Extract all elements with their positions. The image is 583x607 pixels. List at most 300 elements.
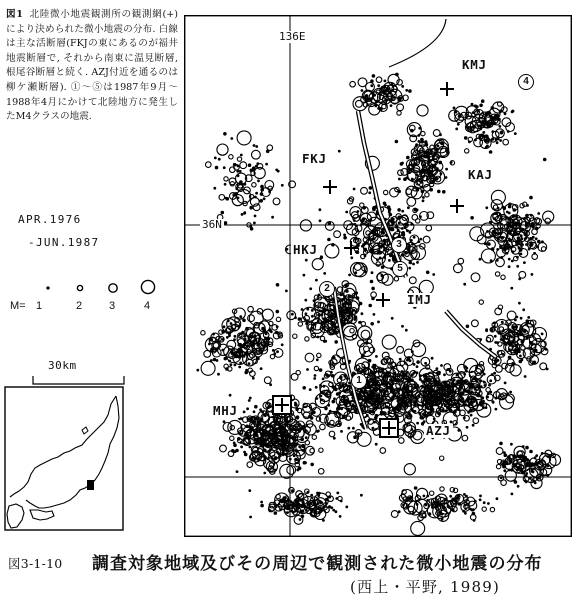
earthquake-symbol <box>378 252 381 255</box>
earthquake-symbol <box>316 492 319 495</box>
earthquake-symbol <box>370 322 374 326</box>
earthquake-symbol <box>472 424 475 427</box>
earthquake-symbol <box>239 354 242 357</box>
earthquake-symbol <box>331 243 335 247</box>
earthquake-symbol <box>259 408 262 411</box>
earthquake-symbol <box>302 501 305 504</box>
earthquake-symbol <box>278 443 281 446</box>
station-label-mhj: MHJ <box>213 403 238 418</box>
earthquake-symbol <box>521 340 525 344</box>
earthquake-symbol <box>291 489 294 492</box>
earthquake-symbol <box>479 495 482 498</box>
earthquake-symbol <box>356 296 360 300</box>
earthquake-symbol <box>323 340 326 343</box>
earthquake-symbol <box>259 199 263 203</box>
earthquake-symbol <box>368 304 372 308</box>
earthquake-symbol <box>497 359 500 362</box>
earthquake-symbol <box>401 227 404 230</box>
earthquake-symbol <box>237 437 241 441</box>
earthquake-symbol <box>497 118 501 122</box>
earthquake-symbol <box>253 410 256 413</box>
inset-study-area-marker <box>87 480 94 490</box>
earthquake-symbol <box>469 128 473 132</box>
earthquake-symbol <box>345 399 348 402</box>
earthquake-symbol <box>431 357 434 360</box>
earthquake-symbol <box>273 352 276 355</box>
earthquake-symbol <box>332 400 336 404</box>
earthquake-symbol <box>414 410 417 413</box>
earthquake-symbol <box>317 430 320 433</box>
earthquake-symbol <box>515 215 518 218</box>
earthquake-symbol <box>377 376 380 379</box>
earthquake-symbol <box>501 321 504 324</box>
earthquake-symbol <box>254 196 257 199</box>
earthquake-symbol <box>223 166 226 169</box>
earthquake-symbol <box>490 328 494 332</box>
earthquake-symbol <box>275 169 278 172</box>
earthquake-symbol <box>267 457 270 460</box>
earthquake-symbol <box>510 287 513 290</box>
earthquake-symbol <box>437 371 441 375</box>
station-label-hkj: HKJ <box>293 242 318 257</box>
earthquake-symbol <box>449 370 452 373</box>
earthquake-symbol <box>428 512 432 516</box>
earthquake-symbol <box>225 197 228 200</box>
earthquake-symbol <box>240 154 243 157</box>
earthquake-symbol <box>322 391 325 394</box>
earthquake-symbol <box>319 219 322 222</box>
earthquake-symbol <box>519 329 523 333</box>
earthquake-symbol <box>423 495 426 498</box>
earthquake-symbol <box>438 380 441 383</box>
earthquake-symbol <box>263 472 266 475</box>
earthquake-symbol <box>400 162 404 166</box>
earthquake-symbol <box>319 384 322 387</box>
earthquake-symbol <box>213 358 217 362</box>
magnitude-symbols <box>8 278 178 300</box>
earthquake-symbol <box>499 442 503 446</box>
earthquake-symbol <box>431 180 435 184</box>
earthquake-symbol <box>451 498 454 501</box>
earthquake-symbol <box>445 168 448 171</box>
earthquake-symbol <box>516 265 519 268</box>
figure-caption <box>6 8 178 125</box>
earthquake-symbol <box>260 501 263 504</box>
earthquake-symbol <box>511 111 514 114</box>
earthquake-symbol <box>403 177 407 181</box>
inset-kyushu-outline <box>7 504 24 528</box>
earthquake-symbol <box>398 510 401 513</box>
earthquake-symbol <box>268 328 272 332</box>
earthquake-symbol <box>490 259 493 262</box>
earthquake-symbol <box>497 232 500 235</box>
earthquake-symbol <box>298 317 302 321</box>
earthquake-symbol <box>399 97 402 100</box>
earthquake-symbol <box>375 443 378 446</box>
earthquake-symbol <box>533 361 537 365</box>
earthquake-symbol <box>506 252 509 255</box>
earthquake-symbol <box>416 365 419 368</box>
earthquake-symbol <box>465 367 468 370</box>
earthquake-symbol <box>329 304 332 307</box>
earthquake-symbol <box>479 338 482 341</box>
earthquake-symbol <box>510 443 513 446</box>
earthquake-symbol <box>215 166 219 170</box>
earthquake-symbol <box>406 423 409 426</box>
earthquake-symbol <box>401 325 404 328</box>
earthquake-symbol <box>255 192 258 195</box>
earthquake-symbol <box>276 283 280 287</box>
earthquake-symbol <box>295 449 299 453</box>
earthquake-symbol <box>464 136 468 140</box>
earthquake-symbol <box>479 258 482 261</box>
earthquake-symbol <box>470 216 474 220</box>
earthquake-symbol <box>481 99 485 103</box>
earthquake-symbol <box>345 506 348 509</box>
earthquake-symbol <box>369 186 373 190</box>
earthquake-symbol <box>417 240 420 243</box>
earthquake-symbol <box>236 470 239 473</box>
earthquake-symbol <box>320 255 324 259</box>
earthquake-symbol <box>485 206 488 209</box>
earthquake-symbol <box>547 474 550 477</box>
earthquake-symbol <box>234 450 237 453</box>
magnitude-value-2: 2 <box>76 300 83 312</box>
earthquake-symbol <box>442 408 445 411</box>
earthquake-symbol <box>426 271 430 275</box>
earthquake-symbol <box>510 230 513 233</box>
earthquake-symbol <box>466 325 470 329</box>
earthquake-symbol <box>389 213 393 217</box>
earthquake-symbol <box>385 372 388 375</box>
legend-column <box>0 0 185 540</box>
earthquake-symbol <box>279 508 282 511</box>
earthquake-symbol <box>252 456 256 460</box>
earthquake-symbol <box>511 493 514 496</box>
earthquake-symbol <box>483 501 486 504</box>
earthquake-symbol <box>223 325 226 328</box>
earthquake-symbol <box>424 362 427 365</box>
earthquake-symbol <box>432 273 435 276</box>
earthquake-symbol <box>414 486 418 490</box>
earthquake-symbol <box>496 141 499 144</box>
earthquake-symbol <box>525 322 528 325</box>
earthquake-symbol <box>455 128 458 131</box>
earthquake-symbol <box>530 214 533 217</box>
earthquake-symbol <box>416 261 419 264</box>
earthquake-symbol <box>261 327 265 331</box>
earthquake-symbol <box>315 279 318 282</box>
earthquake-symbol <box>339 515 342 518</box>
earthquake-symbol <box>390 104 393 107</box>
earthquake-symbol <box>375 414 379 418</box>
earthquake-symbol <box>295 501 298 504</box>
earthquake-symbol <box>276 451 279 454</box>
bottom-figure-title: 調査対象地域及びその周辺で観測された微小地震の分布 <box>92 554 543 574</box>
earthquake-symbol <box>241 213 244 216</box>
earthquake-symbol <box>491 138 494 141</box>
earthquake-symbol <box>447 505 450 508</box>
earthquake-symbol <box>463 493 466 496</box>
earthquake-symbol <box>543 158 547 162</box>
earthquake-symbol <box>526 463 529 466</box>
earthquake-symbol <box>230 322 233 325</box>
earthquake-symbol <box>433 501 436 504</box>
earthquake-symbol <box>487 242 491 246</box>
earthquake-symbol <box>260 418 264 422</box>
earthquake-symbol <box>469 402 473 406</box>
earthquake-symbol <box>213 187 216 190</box>
earthquake-symbol <box>239 315 242 318</box>
earthquake-symbol <box>383 202 387 206</box>
earthquake-symbol <box>527 316 530 319</box>
earthquake-symbol <box>338 405 341 408</box>
earthquake-symbol <box>495 408 498 411</box>
earthquake-symbol <box>364 248 368 252</box>
earthquake-symbol <box>518 302 521 305</box>
inset-honshu-outline <box>10 396 119 508</box>
earthquake-symbol <box>530 242 533 245</box>
earthquake-symbol <box>264 337 267 340</box>
earthquake-symbol <box>486 124 489 127</box>
earthquake-symbol <box>519 355 522 358</box>
earthquake-symbol <box>445 409 448 412</box>
earthquake-symbol <box>241 417 244 420</box>
earthquake-symbol <box>249 206 253 210</box>
magnitude-1-symbol <box>46 286 49 289</box>
earthquake-symbol <box>323 385 326 388</box>
earthquake-symbol <box>405 89 408 92</box>
earthquake-symbol <box>357 432 360 435</box>
earthquake-symbol <box>500 130 503 133</box>
earthquake-symbol <box>535 237 538 240</box>
earthquake-symbol <box>367 399 370 402</box>
earthquake-symbol <box>243 451 246 454</box>
earthquake-symbol <box>228 360 231 363</box>
earthquake-symbol <box>254 215 257 218</box>
earthquake-symbol <box>515 326 518 329</box>
earthquake-symbol <box>249 516 252 519</box>
earthquake-symbol <box>286 449 289 452</box>
earthquake-symbol <box>443 507 446 510</box>
earthquake-symbol <box>318 309 321 312</box>
earthquake-symbol <box>489 150 493 154</box>
earthquake-symbol <box>255 145 258 148</box>
earthquake-symbol <box>303 444 306 447</box>
earthquake-symbol <box>345 389 348 392</box>
earthquake-symbol <box>298 430 301 433</box>
earthquake-symbol <box>437 190 441 194</box>
earthquake-symbol <box>499 139 502 142</box>
earthquake-symbol <box>395 140 399 144</box>
earthquake-symbol <box>370 248 373 251</box>
earthquake-symbol <box>392 218 395 221</box>
earthquake-symbol <box>342 395 346 399</box>
earthquake-symbol <box>397 404 400 407</box>
earthquake-symbol <box>429 188 433 192</box>
earthquake-symbol <box>300 438 304 442</box>
earthquake-symbol <box>514 344 518 348</box>
earthquake-symbol <box>535 227 539 231</box>
earthquake-symbol <box>375 355 378 358</box>
earthquake-symbol <box>333 397 336 400</box>
earthquake-symbol <box>541 333 544 336</box>
earthquake-symbol <box>466 426 469 429</box>
figure-caption-text: 北陸微小地震観測所の観測網(+)により決められた微小地震の分布. 白線は主な活断層(FKJの東にあるのが福井地震断層で, それから南東に温見断層, 根尾谷断層と続く. AZJ付近を通るのは柳ケ瀬断層). ①～⑤は1987年9月～1988年4月にかけて北陸地方に発生したM4クラスの地震. <box>6 9 178 123</box>
earthquake-symbol <box>269 509 272 512</box>
earthquake-symbol <box>248 163 252 167</box>
magnitude-prefix: M= <box>10 300 26 312</box>
earthquake-symbol <box>240 446 243 449</box>
earthquake-symbol <box>515 332 518 335</box>
earthquake-symbol <box>224 183 227 186</box>
earthquake-symbol <box>440 364 443 367</box>
earthquake-symbol <box>322 378 325 381</box>
earthquake-symbol <box>436 411 439 414</box>
earthquake-symbol <box>305 436 308 439</box>
earthquake-symbol <box>515 348 518 351</box>
earthquake-symbol <box>407 248 411 252</box>
earthquake-symbol <box>253 222 256 225</box>
earthquake-symbol <box>411 243 414 246</box>
earthquake-symbol <box>371 287 375 291</box>
earthquake-symbol <box>496 497 499 500</box>
earthquake-symbol <box>418 134 421 137</box>
earthquake-symbol <box>373 94 376 97</box>
station-label-fkj: FKJ <box>302 151 327 166</box>
earthquake-symbol <box>379 107 382 110</box>
earthquake-symbol <box>242 319 246 323</box>
earthquake-symbol <box>411 350 414 353</box>
earthquake-symbol <box>306 368 309 371</box>
earthquake-symbol <box>196 369 199 372</box>
earthquake-symbol <box>485 112 489 116</box>
earthquake-symbol <box>419 238 422 241</box>
earthquake-symbol <box>526 319 530 323</box>
earthquake-symbol <box>255 434 259 438</box>
earthquake-symbol <box>399 358 402 361</box>
earthquake-symbol <box>416 360 420 364</box>
earthquake-symbol <box>232 193 236 197</box>
earthquake-symbol <box>361 89 364 92</box>
earthquake-symbol <box>248 489 251 492</box>
earthquake-symbol <box>368 359 372 363</box>
earthquake-symbol <box>508 205 512 209</box>
earthquake-symbol <box>546 464 550 468</box>
earthquake-symbol <box>508 258 511 261</box>
earthquake-symbol <box>467 411 470 414</box>
station-cross-kaj <box>450 199 464 213</box>
earthquake-symbol <box>316 336 319 339</box>
earthquake-symbol <box>410 378 414 382</box>
earthquake-symbol <box>286 511 289 514</box>
magnitude-4-symbol <box>141 280 154 293</box>
earthquake-symbol <box>343 236 347 240</box>
earthquake-symbol <box>422 199 425 202</box>
earthquake-symbol <box>312 411 316 415</box>
earthquake-symbol <box>221 211 225 215</box>
earthquake-symbol <box>347 408 350 411</box>
bottom-figure-number: 図3-1-10 <box>8 556 63 571</box>
earthquake-symbol <box>269 383 272 386</box>
earthquake-symbol <box>303 505 307 509</box>
earthquake-symbol <box>311 315 314 318</box>
earthquake-symbol <box>499 125 502 128</box>
earthquake-symbol <box>517 485 520 488</box>
earthquake-symbol <box>373 313 376 316</box>
earthquake-symbol <box>500 256 503 259</box>
earthquake-symbol <box>436 383 439 386</box>
earthquake-symbol <box>509 334 512 337</box>
earthquake-symbol <box>476 110 479 113</box>
earthquake-symbol <box>343 415 346 418</box>
earthquake-symbol <box>464 512 467 515</box>
earthquake-symbol <box>419 152 422 155</box>
earthquake-symbol <box>413 404 417 408</box>
earthquake-symbol <box>210 359 213 362</box>
earthquake-symbol <box>538 466 541 469</box>
earthquake-symbol <box>519 360 523 364</box>
earthquake-symbol <box>529 450 533 454</box>
earthquake-symbol <box>401 374 405 378</box>
earthquake-symbol <box>268 435 271 438</box>
earthquake-symbol <box>410 395 413 398</box>
earthquake-symbol <box>296 415 300 419</box>
earthquake-symbol <box>523 217 526 220</box>
earthquake-symbol <box>238 351 241 354</box>
earthquake-symbol <box>332 509 335 512</box>
earthquake-symbol <box>225 367 229 371</box>
earthquake-symbol <box>230 137 233 140</box>
earthquake-symbol <box>496 341 499 344</box>
earthquake-symbol <box>304 299 307 302</box>
earthquake-symbol <box>297 459 300 462</box>
earthquake-symbol <box>313 377 316 380</box>
earthquake-symbol <box>388 259 391 262</box>
earthquake-symbol <box>514 132 517 135</box>
earthquake-symbol <box>526 337 529 340</box>
earthquake-symbol <box>473 519 476 522</box>
earthquake-symbol <box>246 407 249 410</box>
earthquake-symbol <box>336 407 340 411</box>
earthquake-symbol <box>327 422 331 426</box>
earthquake-symbol <box>361 312 364 315</box>
earthquake-symbol <box>274 511 278 515</box>
earthquake-symbol <box>516 469 519 472</box>
earthquake-symbol <box>377 321 380 324</box>
earthquake-symbol <box>407 206 410 209</box>
earthquake-symbol <box>369 219 372 222</box>
earthquake-symbol <box>236 170 239 173</box>
earthquake-symbol <box>309 388 312 391</box>
earthquake-symbol <box>260 185 264 189</box>
station-label-imj: IMJ <box>407 292 432 307</box>
earthquake-symbol <box>511 260 514 263</box>
inset-locator-map <box>0 370 180 535</box>
station-cross-hkj <box>344 241 358 255</box>
earthquake-symbol <box>449 495 452 498</box>
earthquake-symbol <box>293 454 296 457</box>
earthquake-symbol <box>407 378 410 381</box>
earthquake-symbol <box>396 397 399 400</box>
magnitude-3-symbol <box>109 284 117 292</box>
earthquake-symbol <box>338 150 341 153</box>
earthquake-symbol <box>427 163 430 166</box>
earthquake-symbol <box>253 144 256 147</box>
earthquake-symbol <box>311 309 314 312</box>
earthquake-symbol <box>276 350 279 353</box>
earthquake-symbol <box>443 373 446 376</box>
